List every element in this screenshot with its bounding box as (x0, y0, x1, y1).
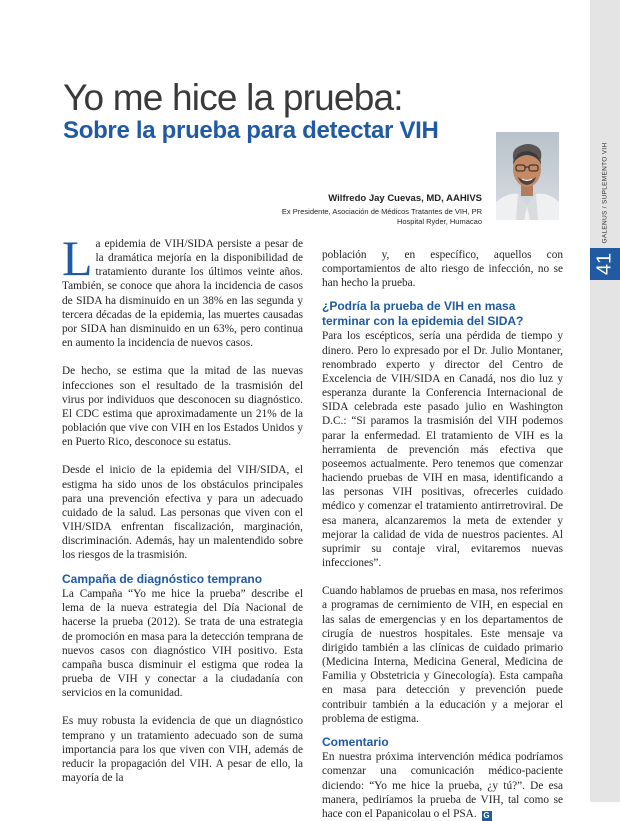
body-paragraph: La Campaña “Yo me hice la prueba” describe el lema de la nueva estrategia del Día Nacional de hacerse la prueba (2012). Se trata de una estrategia de promoción en masa para la detección temprana de nuevos casos con diagnóstico VIH positivo. Esta campaña busca disminuir el estigma que rodea la prueba de VIH y conectar a la ciudadanía con servicios en la comunidad. (62, 588, 303, 700)
body-paragraph: Desde el inicio de la epidemia del VIH/SIDA, el estigma ha sido unos de los obstáculos principales para una prevención efectiva y para un adecuado cuidado de la salud. Las personas que viven con el VIH/SIDA enfrentan fiscalización, marginación, discriminación. Además, hay un malentendido sobre los riesgos de la trasmisión. (62, 464, 303, 562)
sidebar-strip (590, 0, 620, 802)
article-subtitle: Sobre la prueba para detectar VIH (63, 117, 439, 144)
section-heading: Comentario (322, 734, 389, 749)
intro-paragraph (62, 230, 303, 350)
article-column-left (62, 230, 303, 785)
author-portrait-image (496, 132, 559, 220)
section-label-text: GALENUS / SUPLEMENTO VIH (601, 142, 609, 244)
body-paragraph: Es muy robusta la evidencia de que un diagnóstico temprano y un tratamiento adecuado son de suma importancia para los que viven con VIH, además de reducir la propagación del VIH. A pesar de ello, la mayoría de la (62, 715, 303, 785)
body-paragraph: De hecho, se estima que la mitad de las nuevas infecciones son el resultado de la trasmisión del virus por individuos que desconocen su diagnóstico. El CDC estima que aproximadamente un 21% de la población que vive con VIH en los Estados Unidos y en Puerto Rico, desconoce su estatus. (62, 365, 303, 449)
author-name: Wilfredo Jay Cuevas, MD, AAHIVS (328, 193, 482, 204)
end-mark-icon: G (483, 810, 490, 820)
author-role-line: Ex Presidente, Asociación de Médicos Tratantes de VIH, PR (281, 207, 482, 216)
section-heading: Campaña de diagnóstico temprano (62, 571, 263, 586)
section-heading: ¿Podría la prueba de VIH en masa terminar con la epidemia del SIDA? (322, 299, 524, 328)
intro-text: a epidemia de VIH/SIDA persiste a pesar de la dramática mejoría en la disponibilidad de tratamiento durante los últimos veinte años. También, se conoce que ahora la incidencia de casos de SIDA ha disminuido en un 38% en las segunda y tercera décadas de la epidemia, las muertes causadas por SIDA han disminuido en un 63%, pero continua en aumento la incidencia de nuevos casos. (62, 238, 303, 350)
article-column-right (322, 248, 563, 821)
closing-text: En nuestra próxima intervención médica podríamos comenzar una comunicación médico-paciente diciendo: “Yo me hice la prueba, ¿y tú?”. De esa manera, pediríamos la prueba de VIH, tal como se hace con el Papanicolau o el PSA. (322, 751, 563, 820)
author-role (282, 207, 482, 227)
drop-cap: L (62, 230, 93, 286)
body-paragraph (322, 750, 563, 821)
section-label (597, 138, 613, 248)
article-title: Yo me hice la prueba: (63, 77, 403, 118)
author-affiliation-line: Hospital Ryder, Humacao (396, 217, 482, 226)
page-number: 41 (593, 252, 616, 276)
page-number-box (590, 248, 620, 280)
body-paragraph: población y, en específico, aquellos con comportamientos de alto riesgo de infección, no se han hecho la prueba. (322, 249, 563, 290)
body-paragraph: Para los escépticos, sería una pérdida de tiempo y dinero. Pero lo expresado por el Dr. Julio Montaner, renombrado experto y director del Centro de Excelencia de VIH/SIDA en Canadá, nos dio luz y esperanza durante la Conferencia Internacional de SIDA celebrada este pasado julio en Washington D.C.: “Si paramos la trasmisión del VIH podemos parar la enfermedad. El tratamiento de VIH es la herramienta de prevención más efectiva que poseemos actualmente. Pero tenemos que comenzar haciendo pruebas de VIH en masa, identificando a las personas VIH positivas, ofrecerles cuidado médico y comenzar el tratamiento antirretroviral. De esa manera, alcanzaremos la meta de extender y mejorar la calidad de vida de nuestros pacientes. Al suprimir su contaje viral, evitaremos nuevas infecciones”. (322, 330, 563, 569)
body-paragraph: Cuando hablamos de pruebas en masa, nos referimos a programas de cernimiento de VIH, en especial en las salas de emergencias y en los departamentos de cirugía de nuestros hospitales. Este mensaje va dirigido también a las clínicas de cuidado primario (Medicina Interna, Medicina General, Medicina de Familia y Obstetricia y Ginecología). Esta campaña en masa para detección y prevención puede contribuir también a la educación y a mejorar el problema de estigma. (322, 585, 563, 725)
author-photo (496, 132, 559, 220)
